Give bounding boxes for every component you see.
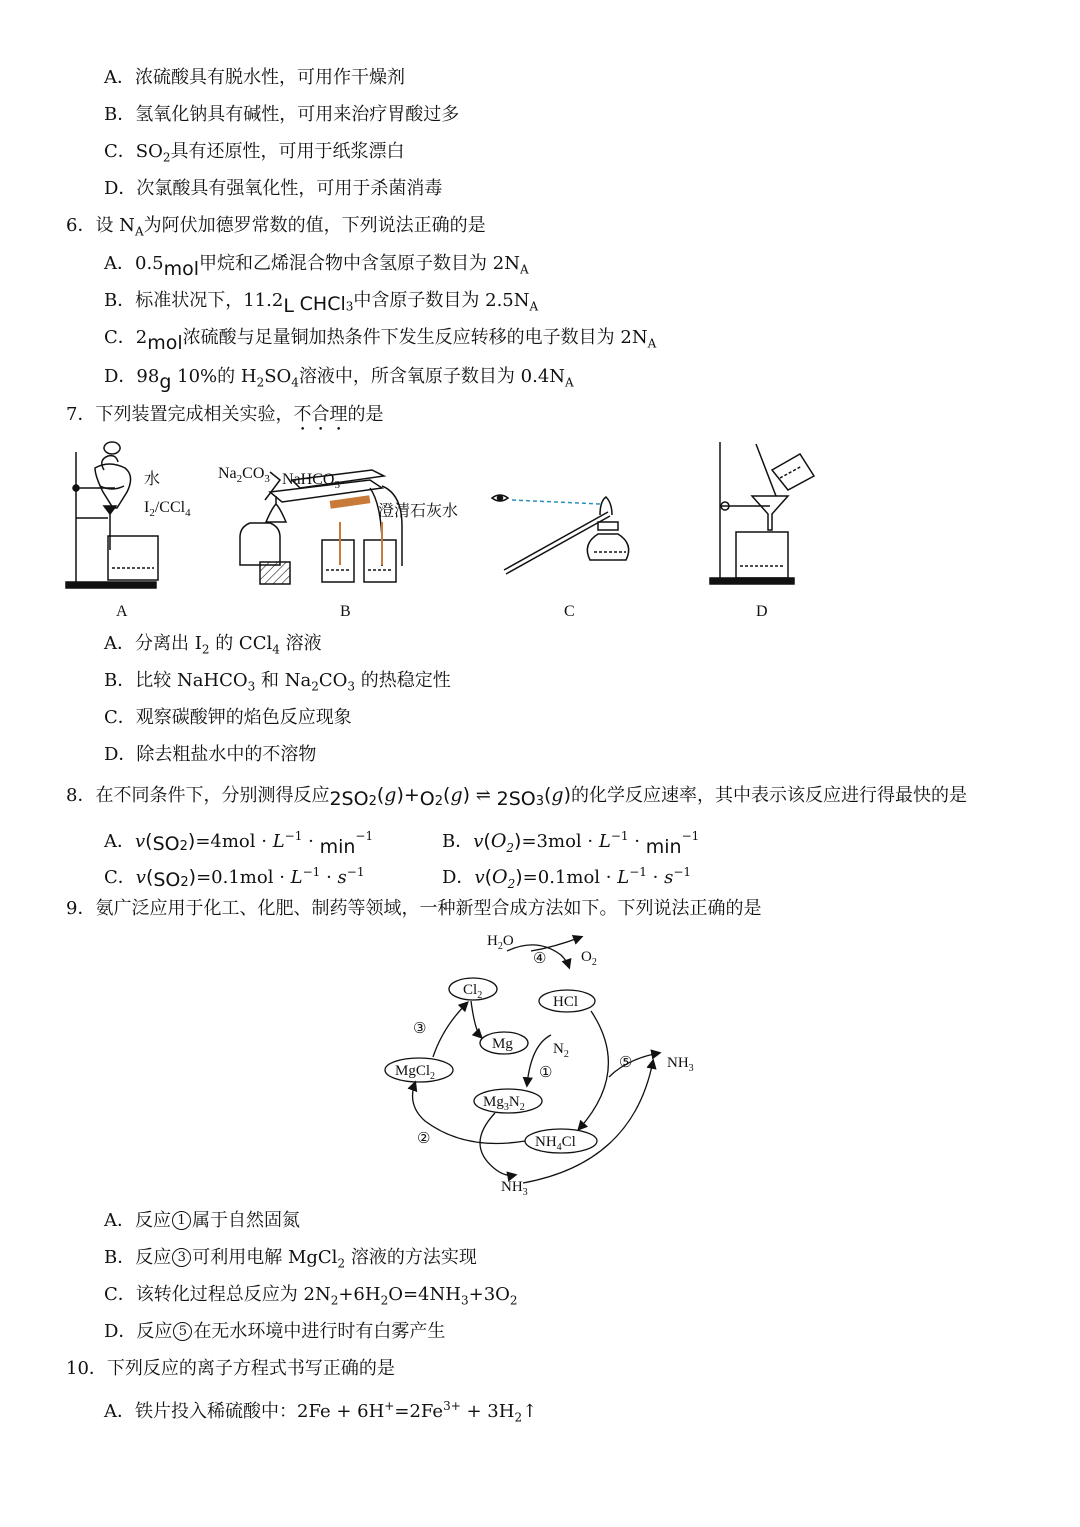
q7-option-b: B．比较 NaHCO$_3$ 和 $Na_2CO_3$ 的热稳定性 (104, 670, 451, 694)
label-mg3n2: $Mg_3N_2$ (483, 1094, 525, 1113)
q10-option-a: A．铁片投入稀硫酸中：$2Fe + 6H^+=2Fe^{3+}$ + $3H_2↑$ (104, 1399, 538, 1425)
label-nahco3: NaHCO$_3$ (282, 471, 340, 491)
label-o2: $O_2$ (581, 949, 597, 968)
label-mgcl2: MgCl$_2$ (395, 1063, 436, 1082)
label-step-1: ① (539, 1065, 553, 1081)
q9-stem: 9．氨广泛应用于化工、化肥、制药等领域，一种新型合成方法如下。下列说法正确的是 (66, 898, 762, 919)
q8-stem: 8．在不同条件下，分别测得反应2SO2(g)+O2(g) ⇌ 2SO3(g)的化学反应速率，其中表示该反应进行得最快的是 (66, 784, 968, 810)
q7-option-d: D．除去粗盐水中的不溶物 (104, 744, 317, 765)
label-step-2: ② (417, 1131, 431, 1147)
q9-option-c: C．该转化过程总反应为 $2N_2+6H_2O=4NH_3+3O_2$ (104, 1284, 518, 1308)
label-nh3-bottom: $NH_3$ (501, 1179, 528, 1198)
label-water: 水 (144, 471, 161, 488)
label-limewater: 澄清石灰水 (378, 503, 459, 520)
label-nh3-top: $NH_3$ (667, 1055, 694, 1074)
q5-option-b: B．氢氧化钠具有碱性，可用来治疗胃酸过多 (104, 104, 460, 125)
label-hcl: HCl (553, 994, 579, 1010)
label-h2o: $H_2O$ (487, 933, 514, 952)
q6-stem: 6．设 $N_A$为阿伏加德罗常数的值，下列说法正确的是 (66, 215, 486, 239)
q9-option-b: B．反应 3 可利用电解 MgCl$_2$ 溶液的方法实现 (104, 1247, 477, 1271)
q6-option-d: D．98g 10%的 $H_2SO_4$溶液中，所含氧原子数目为 $0.4N_A$ (104, 366, 574, 393)
label-b: B (340, 603, 351, 620)
q8-option-c: C．$v(SO2)=0.1mol \cdot L^{-1} \cdot s^{-1}$ (104, 865, 365, 891)
label-na2co3: $Na_2CO_3$ (218, 465, 270, 485)
q5-option-d: D．次氯酸具有强氧化性，可用于杀菌消毒 (104, 178, 443, 199)
label-d: D (756, 603, 768, 620)
label-i2-ccl4: $I_2/CCl_4$ (144, 499, 191, 519)
q9-cycle-diagram (375, 925, 715, 1200)
label-step-4: ④ (533, 951, 547, 967)
label-cl2: $Cl_2$ (463, 982, 483, 1001)
q8-option-b: B．$v(O_2)=3mol \cdot L^{-1} \cdot \min^{-1}$ (442, 829, 700, 858)
q7-stem: 7．下列装置完成相关实验，不合理的是 (66, 404, 384, 425)
q6-option-b: B．标准状况下，11.2L CHCl$_3$中含原子数目为 $2.5N_A$ (104, 290, 539, 317)
label-c: C (564, 603, 575, 620)
label-a: A (116, 603, 128, 620)
q5-option-a: A．浓硫酸具有脱水性，可用作干燥剂 (104, 67, 405, 88)
q6-option-a: A．0.5mol甲烷和乙烯混合物中含氢原子数目为 $2N_A$ (104, 253, 529, 280)
q7-apparatus-figure (60, 440, 830, 625)
label-n2: $N_2$ (553, 1041, 569, 1060)
label-nh4cl: $NH_4Cl$ (535, 1134, 576, 1153)
label-mg: Mg (492, 1036, 513, 1052)
apparatus-c-flame-test (492, 495, 629, 574)
q8-option-a: A．$v(SO2)=4mol \cdot L^{-1} \cdot \min^{-1}$ (104, 829, 374, 858)
q6-option-c: C．2mol浓硫酸与足量铜加热条件下发生反应转移的电子数目为 $2N_A$ (104, 327, 657, 354)
q7-option-c: C．观察碳酸钾的焰色反应现象 (104, 707, 352, 728)
q9-option-a: A．反应 1 属于自然固氮 (104, 1210, 300, 1231)
q7-option-a: A．分离出 $I_2$ 的 CCl$_4$ 溶液 (104, 633, 322, 657)
q9-option-d: D．反应 5 在无水环境中进行时有白雾产生 (104, 1321, 446, 1342)
label-step-3: ③ (413, 1021, 427, 1037)
label-step-5: ⑤ (619, 1055, 633, 1071)
apparatus-d-filtration (710, 442, 814, 584)
q10-stem: 10．下列反应的离子方程式书写正确的是 (66, 1358, 395, 1379)
q5-option-c: C．$SO_2$具有还原性，可用于纸浆漂白 (104, 141, 405, 165)
q8-option-d: D．$v(O_2)=0.1mol \cdot L^{-1} \cdot s^{-1}$ (442, 865, 692, 891)
